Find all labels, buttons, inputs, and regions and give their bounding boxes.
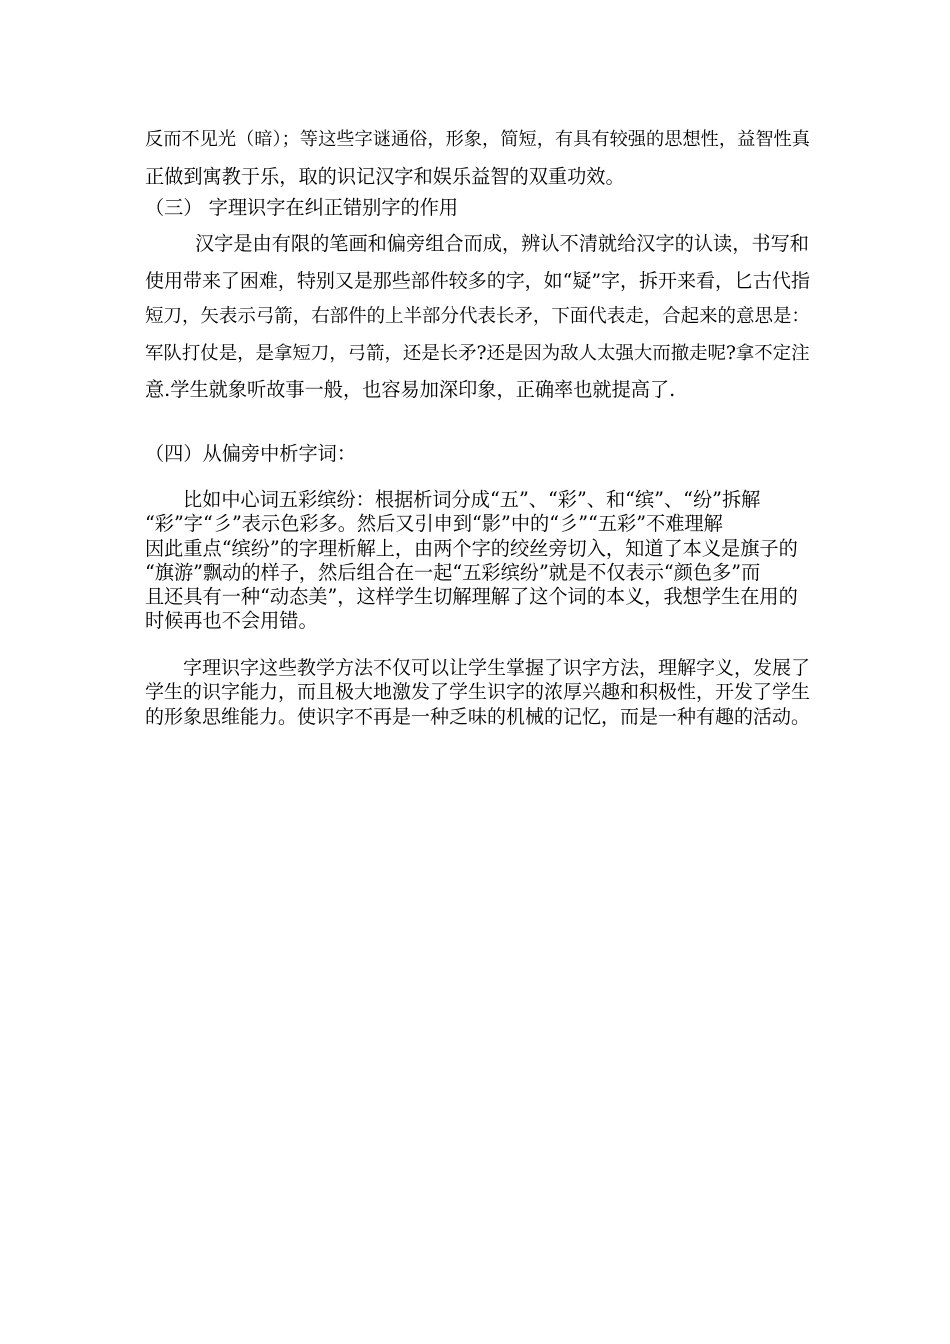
text-line: 字理识字这些教学方法不仅可以让学生掌握了识字方法，理解字义，发展了 (183, 657, 811, 679)
text-line: 时候再也不会用错。 (145, 609, 318, 633)
text-line: 且还具有一种“动态美”，这样学生切解理解了这个词的本义，我想学生在用的 (145, 585, 798, 609)
text-line: 的形象思维能力。使识字不再是一种乏味的机械的记忆，而是一种有趣的活动。 (145, 705, 811, 728)
paragraph-correcting-errors (145, 226, 813, 409)
text-line: 反而不见光（暗）；等这些字谜通俗，形象，简短，有具有较强的思想性，益智性真 (145, 129, 810, 150)
text-line: 使用带来了困难，特别又是那些部件较多的字，如“疑”字，拆开来看，匕古代指 (145, 269, 810, 292)
text-line: 汉字是由有限的笔画和偏旁组合而成，辨认不清就给汉字的认读，书写和 (195, 232, 809, 255)
heading-text: （三） 字理识字在纠正错别字的作用 (145, 196, 459, 219)
text-line: 军队打仗是，是拿短刀，弓箭，还是长矛?还是因为敌人太强大而撤走呢?拿不定注 (145, 342, 810, 364)
text-line: “旗游”飘动的样子，然后组合在一起“五彩缤纷”就是不仅表示“颜色多”而 (145, 560, 761, 584)
heading-text: （四）从偏旁中析字词： (145, 442, 357, 465)
section-heading-4 (145, 442, 813, 466)
text-line: 比如中心词五彩缤纷：根据析词分成“五”、“彩”、和“缤”、“纷”拆解 (183, 488, 761, 511)
text-line: 正做到寓教于乐，取的识记汉字和娱乐益智的双重功效。 (145, 164, 625, 188)
text-line: 意.学生就象听故事一般，也容易加深印象，正确率也就提高了. (145, 378, 676, 401)
text-line: 学生的识字能力，而且极大地激发了学生识字的浓厚兴趣和积极性，开发了学生 (145, 681, 811, 704)
text-line: 短刀，矢表示弓箭，右部件的上半部分代表长矛，下面代表走，合起来的意思是： (145, 306, 810, 327)
paragraph-riddles-conclusion (145, 122, 813, 195)
text-line: 因此重点“缤纷”的字理析解上，由两个字的绞丝旁切入，知道了本义是旗子的 (145, 536, 798, 560)
paragraph-summary (145, 656, 813, 729)
section-heading-3 (145, 196, 813, 220)
text-line: “彩”字“彡”表示色彩多。然后又引申到“影”中的“彡”“五彩”不难理解 (145, 512, 723, 536)
paragraph-word-analysis (145, 488, 813, 634)
